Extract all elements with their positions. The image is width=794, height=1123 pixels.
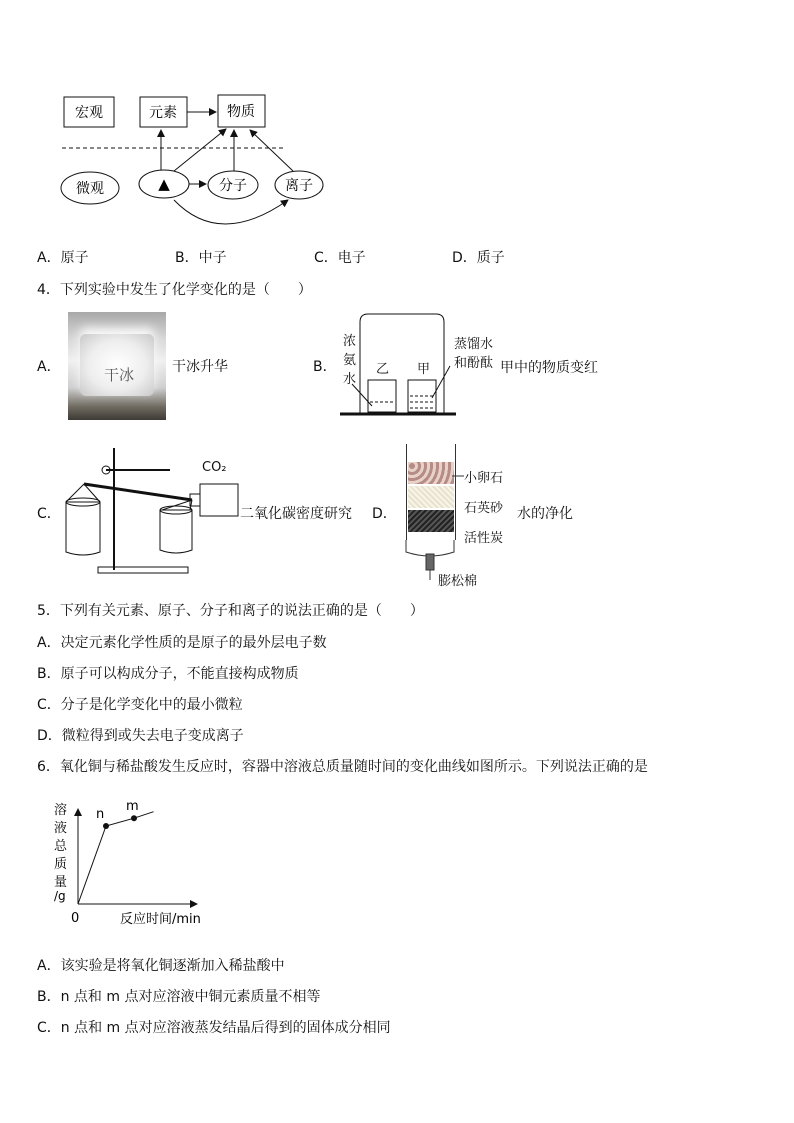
activated-carbon-label: 活性炭 (464, 531, 504, 546)
ion-label: 离子 (285, 178, 313, 194)
element-label: 元素 (149, 105, 177, 121)
origin-label: 0 (71, 911, 80, 926)
water-filter-column (406, 444, 456, 540)
macro-label: 宏观 (75, 105, 103, 121)
y-label-2: 液 (54, 821, 68, 836)
beaker-yi-label: 乙 (376, 362, 390, 377)
q5-option-c[interactable]: C．分子是化学变化中的最小微粒 (37, 697, 243, 713)
cotton-label: 膨松棉 (438, 574, 478, 589)
mass-curve (78, 812, 154, 904)
q4-option-b-letter[interactable]: B． (313, 359, 337, 375)
q4-stem: 4．下列实验中发生了化学变化的是（ ） (37, 282, 312, 298)
co2-bottle (200, 484, 238, 516)
y-label-1: 溶 (54, 803, 68, 818)
x-axis-label: 反应时间/min (120, 912, 201, 927)
q5-option-a[interactable]: A．决定元素化学性质的是原子的最外层电子数 (37, 635, 327, 651)
y-label-6: /g (54, 889, 66, 903)
q6-option-a[interactable]: A．该实验是将氧化铜逐渐加入稀盐酸中 (37, 958, 285, 974)
reagent-pointer (432, 366, 450, 398)
triangle-to-ion-curve (174, 200, 288, 224)
y-label-3: 总 (54, 839, 68, 854)
activated-carbon-layer (408, 510, 454, 532)
dry-ice-photo (68, 312, 166, 420)
right-paper-bag (160, 510, 192, 553)
q3-option-d[interactable]: D．质子 (452, 250, 505, 266)
q4-option-d-caption: 水的净化 (517, 506, 573, 522)
q6-option-b[interactable]: B．n 点和 m 点对应溶液中铜元素质量不相等 (37, 989, 321, 1005)
ammonia-label-1: 浓 (343, 334, 357, 349)
reagent-label-2: 和酚酞 (454, 356, 494, 371)
triangle-to-substance-arrow (174, 129, 226, 171)
point-label-n: n (96, 807, 105, 822)
reagent-label-1: 蒸馏水 (454, 337, 494, 352)
pebble-layer (408, 462, 454, 484)
q5-option-d[interactable]: D．微粒得到或失去电子变成离子 (37, 728, 244, 744)
point-label-m: m (126, 799, 139, 815)
left-string-1 (66, 484, 84, 502)
right-string-1 (162, 500, 192, 510)
q6-option-c[interactable]: C．n 点和 m 点对应溶液蒸发结晶后得到的固体成分相同 (37, 1020, 391, 1036)
quartz-sand-layer (408, 486, 454, 508)
quartz-sand-label: 石英砂 (464, 501, 504, 516)
balance-beam (84, 484, 192, 500)
point-m (131, 815, 137, 821)
q5-option-b[interactable]: B．原子可以构成分子，不能直接构成物质 (37, 666, 299, 682)
y-label-5: 量 (54, 875, 68, 890)
point-n (103, 823, 109, 829)
ammonia-bell-jar-diagram (338, 312, 460, 418)
dry-ice-photo-label: 干冰 (104, 366, 135, 384)
pebble-label: 小卵石 (464, 471, 504, 486)
micro-label: 微观 (76, 181, 104, 197)
co2-label: CO₂ (202, 460, 227, 475)
triangle-label: ▲ (158, 175, 170, 193)
beaker-jia-label: 甲 (417, 362, 431, 377)
concept-diagram (50, 88, 313, 238)
substance-label: 物质 (227, 104, 255, 120)
ammonia-label-3: 水 (343, 372, 357, 387)
molecule-label: 分子 (219, 178, 247, 194)
q3-option-b[interactable]: B．中子 (175, 250, 227, 266)
q5-stem: 5．下列有关元素、原子、分子和离子的说法正确的是（ ） (37, 603, 424, 619)
stand-base (98, 567, 188, 573)
mass-time-chart (48, 792, 218, 932)
q4-option-c-letter[interactable]: C． (37, 506, 61, 522)
beaker-yi (368, 380, 396, 412)
left-paper-bag (66, 502, 100, 555)
q3-option-a[interactable]: A．原子 (37, 250, 89, 266)
q6-stem: 6．氧化铜与稀盐酸发生反应时，容器中溶液总质量随时间的变化曲线如图所示。下列说法正确的是 (37, 759, 648, 775)
q4-option-a-letter[interactable]: A． (37, 359, 61, 375)
q4-option-a-caption: 干冰升华 (172, 359, 228, 375)
q4-option-c-caption: 二氧化碳密度研究 (240, 506, 352, 522)
q3-option-c[interactable]: C．电子 (314, 250, 366, 266)
q4-option-d-letter[interactable]: D． (372, 506, 397, 522)
bell-jar (360, 314, 444, 414)
ammonia-pointer (352, 384, 372, 406)
q4-option-b-caption: 甲中的物质变红 (500, 360, 598, 376)
y-label-4: 质 (54, 857, 68, 872)
ion-to-substance-arrow (250, 130, 293, 171)
ammonia-label-2: 氨 (343, 353, 357, 368)
